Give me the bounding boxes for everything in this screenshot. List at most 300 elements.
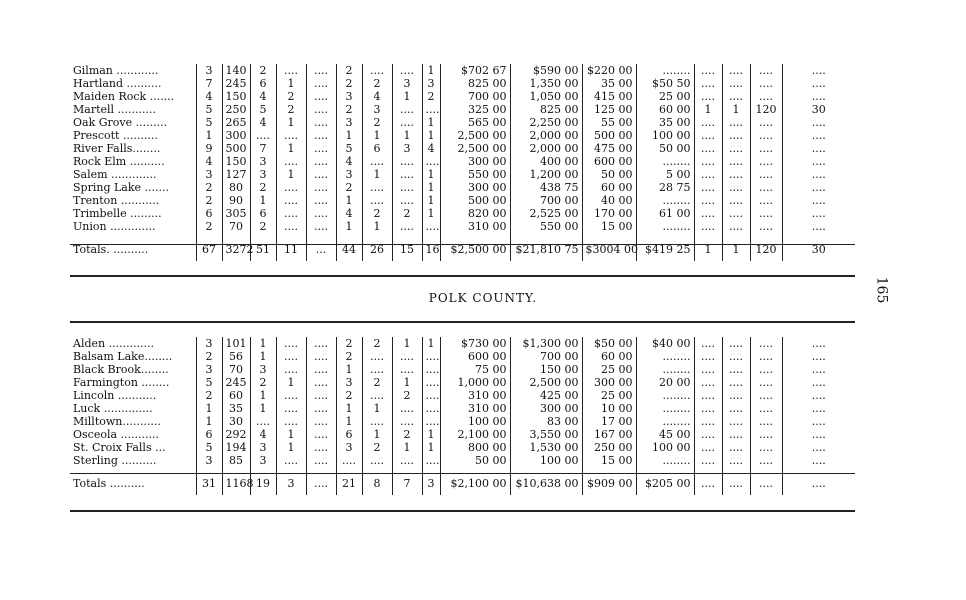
table-row (70, 350, 855, 363)
table-cell: .... (694, 428, 722, 441)
table-cell: 2 (392, 428, 422, 441)
table-cell: .... (811, 142, 826, 155)
table-cell: 5 00 (636, 168, 694, 181)
table-cell: 1,000 00 (440, 376, 510, 389)
table-cell: 120 (750, 103, 782, 116)
table-cell: .... (750, 181, 782, 194)
table-cell: 1 (276, 376, 306, 389)
table-cell: .... (750, 77, 782, 90)
table-cell: .... (694, 168, 722, 181)
table-cell: .... (362, 350, 392, 363)
table-cell: 1,050 00 (510, 90, 582, 103)
table-cell: .... (750, 415, 782, 428)
table-cell: 565 00 (440, 116, 510, 129)
table-cell: .... (811, 77, 826, 90)
table-cell: .... (306, 77, 336, 90)
table-cell: 1 (336, 194, 362, 207)
table-cell: .... (306, 220, 336, 233)
totals-label: Totals. .......... (70, 233, 196, 261)
table-cell: $10,638 00 (510, 467, 582, 495)
table-cell: 25 00 (582, 363, 636, 376)
table-cell: 1 (422, 441, 440, 454)
table-cell: 600 00 (440, 350, 510, 363)
table-cell: .... (750, 467, 782, 495)
table-cell: 300 00 (440, 181, 510, 194)
table-cell: $50 50 (636, 77, 694, 90)
table-row (70, 415, 855, 428)
table-cell: .... (336, 454, 362, 467)
table-cell: .... (306, 90, 336, 103)
table-cell: 300 00 (582, 376, 636, 389)
table-row (70, 77, 855, 90)
table-cell: 25 00 (636, 90, 694, 103)
table-cell: 500 00 (440, 194, 510, 207)
table-cell: .... (694, 454, 722, 467)
table-cell: $702 67 (440, 64, 510, 77)
table-row (70, 376, 855, 389)
table-cell: 2 (250, 220, 276, 233)
table-cell: .... (694, 194, 722, 207)
table-cell: .... (722, 90, 750, 103)
table-cell: .... (750, 389, 782, 402)
table-cell: .... (362, 454, 392, 467)
table-cell: .... (750, 155, 782, 168)
table-cell: $1,300 00 (510, 337, 582, 350)
table-cell: 2 (196, 220, 222, 233)
table-cell: .... (362, 363, 392, 376)
table-cell: 100 00 (510, 454, 582, 467)
table-cell: .... (750, 363, 782, 376)
table-cell: 500 00 (582, 129, 636, 142)
table-row (70, 90, 855, 103)
table-cell: .... (306, 363, 336, 376)
table-cell: .... (722, 207, 750, 220)
table-cell: 26 (362, 233, 392, 261)
table-cell: 3 (250, 441, 276, 454)
table-cell: 5 (196, 441, 222, 454)
table-cell: .... (811, 129, 826, 142)
table-cell: 250 00 (582, 441, 636, 454)
table-cell: 3 (336, 90, 362, 103)
table-cell: .... (422, 415, 440, 428)
table-cell: 60 00 (636, 103, 694, 116)
table-cell: .... (722, 129, 750, 142)
table-cell: .... (306, 155, 336, 168)
table-cell: .... (276, 207, 306, 220)
table-cell: 2 (336, 103, 362, 116)
table-cell: 70 (222, 363, 250, 376)
table-cell: 2 (362, 441, 392, 454)
table-cell: $3004 00 (582, 233, 636, 261)
table-cell: 6 (196, 428, 222, 441)
table-cell: .... (306, 207, 336, 220)
table-cell: 127 (222, 168, 250, 181)
table-cell: $2,100 00 (440, 467, 510, 495)
table-cell: .... (722, 415, 750, 428)
table-cell: 1 (694, 103, 722, 116)
table-cell: .... (392, 454, 422, 467)
table-cell: 1,200 00 (510, 168, 582, 181)
table-cell: .... (362, 194, 392, 207)
table-cell: 4 (250, 116, 276, 129)
town-name: Maiden Rock ....... (70, 90, 196, 103)
table-section-1 (70, 64, 855, 261)
table-cell: 4 (196, 90, 222, 103)
table-cell: 80 (222, 181, 250, 194)
table-cell: .... (811, 155, 826, 168)
table-cell: .... (306, 337, 336, 350)
totals-row (70, 233, 855, 261)
table-cell: 30 (811, 103, 826, 116)
table-cell: 1 (276, 168, 306, 181)
table-cell: .... (811, 64, 826, 77)
table-cell: .... (750, 64, 782, 77)
table-cell: 1 (362, 402, 392, 415)
table-cell: 1 (336, 129, 362, 142)
table-cell: .... (694, 77, 722, 90)
table-cell: 3 (392, 142, 422, 155)
table-cell: 1 (362, 168, 392, 181)
table-cell: .... (722, 155, 750, 168)
table-row (70, 428, 855, 441)
table-row (70, 116, 855, 129)
town-name: Sterling .......... (70, 454, 196, 467)
table-cell: .... (750, 90, 782, 103)
table-cell: .... (306, 194, 336, 207)
table-cell: .... (722, 441, 750, 454)
table-cell: .... (306, 454, 336, 467)
table-cell: 1 (276, 116, 306, 129)
table-cell: ........ (636, 454, 694, 467)
table-cell: .... (750, 402, 782, 415)
table-cell: 1 (336, 415, 362, 428)
table-cell: .... (422, 220, 440, 233)
town-name: Black Brook........ (70, 363, 196, 376)
table-cell: .... (306, 168, 336, 181)
table-cell: 56 (222, 350, 250, 363)
table-cell: 305 (222, 207, 250, 220)
table-cell: 2 (196, 389, 222, 402)
table-cell: 2,000 00 (510, 142, 582, 155)
table-cell: 2 (336, 64, 362, 77)
table-cell: 300 00 (510, 402, 582, 415)
table-cell: 825 00 (510, 103, 582, 116)
table-cell: 3 (276, 467, 306, 495)
table-cell: ........ (636, 415, 694, 428)
table-cell: 4 (250, 90, 276, 103)
table-cell: .... (392, 155, 422, 168)
table-row (70, 220, 855, 233)
table-cell: 20 00 (636, 376, 694, 389)
table-cell: 17 00 (582, 415, 636, 428)
table-cell: 2 (362, 337, 392, 350)
table-cell: 1 (722, 103, 750, 116)
table-cell: .... (750, 337, 782, 350)
town-name: Salem ............. (70, 168, 196, 181)
table-cell: 6 (336, 428, 362, 441)
table-cell: .... (811, 441, 826, 454)
table-cell: 438 75 (510, 181, 582, 194)
table-cell: 4 (196, 155, 222, 168)
table-cell: .... (276, 350, 306, 363)
table-cell: .... (694, 90, 722, 103)
table-cell: 2 (196, 194, 222, 207)
table-cell: .... (750, 116, 782, 129)
table-cell: 60 00 (582, 181, 636, 194)
table-cell: 5 (196, 376, 222, 389)
table-cell: 3 (196, 454, 222, 467)
table-cell: 140 (222, 64, 250, 77)
table-cell: 194 (222, 441, 250, 454)
table-cell: 1 (392, 376, 422, 389)
table-cell: .... (811, 194, 826, 207)
table-row (70, 168, 855, 181)
table-cell: 2 (362, 116, 392, 129)
town-name: Alden ............. (70, 337, 196, 350)
table-cell: 1 (250, 389, 276, 402)
table-cell: 1168 (222, 467, 250, 495)
table-cell: 6 (196, 207, 222, 220)
table-cell: .... (306, 350, 336, 363)
table-cell: 292 (222, 428, 250, 441)
table-cell: $50 00 (582, 337, 636, 350)
table-cell: .... (306, 142, 336, 155)
table-cell: 2 (250, 376, 276, 389)
table-cell: 7 (196, 77, 222, 90)
table-cell: .... (750, 428, 782, 441)
table-cell: 5 (250, 103, 276, 116)
table-row (70, 103, 855, 116)
table-cell: 4 (362, 90, 392, 103)
table-cell: 1 (250, 402, 276, 415)
table-cell: 2 (276, 103, 306, 116)
table-cell: 3 (196, 337, 222, 350)
table-cell: 700 00 (510, 350, 582, 363)
table-cell: .... (362, 64, 392, 77)
table-cell: ........ (636, 155, 694, 168)
table-cell: .... (694, 337, 722, 350)
table-cell: 10 00 (582, 402, 636, 415)
table-cell: 60 00 (582, 350, 636, 363)
table-cell: $2,500 00 (440, 233, 510, 261)
table-cell: 16 (422, 233, 440, 261)
table-row (70, 155, 855, 168)
table-cell: 125 00 (582, 103, 636, 116)
table-cell: 2 (250, 64, 276, 77)
table-cell: .... (276, 337, 306, 350)
table-cell: 3 (196, 363, 222, 376)
table-cell: .... (306, 428, 336, 441)
table-cell: .... (392, 350, 422, 363)
table-row (70, 337, 855, 350)
table-cell: 1 (196, 129, 222, 142)
table-cell: .... (306, 402, 336, 415)
table-cell: 245 (222, 376, 250, 389)
table-cell: $220 00 (582, 64, 636, 77)
table-cell: 3 (336, 116, 362, 129)
table-cell: 1 (250, 337, 276, 350)
table-cell: 9 (196, 142, 222, 155)
table-row (70, 363, 855, 376)
table-cell: .... (306, 116, 336, 129)
town-name: Trimbelle ......... (70, 207, 196, 220)
table-cell: .... (392, 103, 422, 116)
table-cell: 31 (196, 467, 222, 495)
table-row (70, 129, 855, 142)
table-cell: 1 (362, 220, 392, 233)
table-cell: 1 (722, 233, 750, 261)
table-cell: 310 00 (440, 220, 510, 233)
table-cell: 40 00 (582, 194, 636, 207)
table-cell: 2 (336, 389, 362, 402)
table-cell: .... (306, 64, 336, 77)
table-cell: 67 (196, 233, 222, 261)
table-cell: 3 (336, 441, 362, 454)
table-cell: 101 (222, 337, 250, 350)
table-cell: 170 00 (582, 207, 636, 220)
table-cell: 3,550 00 (510, 428, 582, 441)
table-cell: .... (392, 64, 422, 77)
table-cell: .... (811, 116, 826, 129)
table-cell: .... (362, 415, 392, 428)
town-name: River Falls........ (70, 142, 196, 155)
table-cell: 1 (362, 129, 392, 142)
table-cell: 2,500 00 (440, 129, 510, 142)
table-cell: 70 (222, 220, 250, 233)
table-cell: .... (694, 415, 722, 428)
table-cell: ........ (636, 350, 694, 363)
table-cell: .... (811, 415, 826, 428)
table-cell: .... (306, 103, 336, 116)
table-cell: .... (694, 64, 722, 77)
table-cell: .... (750, 207, 782, 220)
table-cell: .... (722, 467, 750, 495)
table-cell: .... (276, 402, 306, 415)
table-cell: 35 00 (636, 116, 694, 129)
table-top-rule (70, 321, 855, 323)
table-cell: .... (722, 181, 750, 194)
table-cell: 2,100 00 (440, 428, 510, 441)
table-cell: .... (811, 428, 826, 441)
table-cell: 1 (422, 194, 440, 207)
table-cell: 700 00 (510, 194, 582, 207)
table-cell: 3 (422, 467, 440, 495)
table-cell: ........ (636, 194, 694, 207)
table-cell: .... (392, 402, 422, 415)
table-cell: .... (422, 363, 440, 376)
table-cell: .... (422, 376, 440, 389)
table-cell: .... (811, 476, 826, 490)
table-cell: 2 (196, 181, 222, 194)
table-cell: 2 (196, 350, 222, 363)
table-cell: .... (392, 168, 422, 181)
table-cell: .... (694, 402, 722, 415)
table-cell: 2 (422, 90, 440, 103)
table-cell: .... (422, 389, 440, 402)
table-cell: .... (811, 402, 826, 415)
table-row (70, 441, 855, 454)
table-cell: 2 (336, 181, 362, 194)
table-cell: 1 (392, 129, 422, 142)
table-cell: .... (811, 207, 826, 220)
table-cell: 2 (362, 77, 392, 90)
table-cell: .... (722, 428, 750, 441)
table-cell: .... (811, 90, 826, 103)
table-cell: 1,530 00 (510, 441, 582, 454)
table-cell: .... (694, 129, 722, 142)
table-cell: 3 (250, 168, 276, 181)
table-cell: .... (694, 389, 722, 402)
table-cell: .... (811, 168, 826, 181)
table-cell: .... (694, 207, 722, 220)
table-cell: 1 (336, 220, 362, 233)
table-cell: .... (362, 181, 392, 194)
totals-row (70, 467, 855, 495)
table-cell: .... (811, 376, 826, 389)
table-cell: 1 (276, 142, 306, 155)
town-name: St. Croix Falls ... (70, 441, 196, 454)
table-body-1 (70, 64, 855, 261)
town-name: Balsam Lake........ (70, 350, 196, 363)
table-cell: 325 00 (440, 103, 510, 116)
table-cell: 1 (694, 233, 722, 261)
table-cell: 150 (222, 90, 250, 103)
table-cell: .... (750, 220, 782, 233)
table-cell: 1 (276, 77, 306, 90)
table-cell: .... (306, 441, 336, 454)
table-cell: 11 (276, 233, 306, 261)
table-cell: 30 (222, 415, 250, 428)
table-cell: 3 (392, 77, 422, 90)
table-cell: .... (306, 467, 336, 495)
town-name: Farmington ........ (70, 376, 196, 389)
table-cell: 120 (750, 233, 782, 261)
table-cell: 265 (222, 116, 250, 129)
table-cell: .... (694, 467, 722, 495)
table-cell: .... (392, 363, 422, 376)
table-cell: 15 (392, 233, 422, 261)
table-body-2 (70, 337, 855, 495)
table-cell: .... (750, 129, 782, 142)
table-cell: 2 (392, 389, 422, 402)
table-cell: 1 (196, 402, 222, 415)
table-cell: ........ (636, 64, 694, 77)
table-cell: .... (392, 220, 422, 233)
table-cell: .... (722, 142, 750, 155)
table-cell: .... (276, 415, 306, 428)
table-cell: .... (276, 194, 306, 207)
table-cell: 1 (250, 194, 276, 207)
table-cell: 75 00 (440, 363, 510, 376)
table-cell: 55 00 (582, 116, 636, 129)
table-cell: 1 (196, 415, 222, 428)
town-name: Spring Lake ....... (70, 181, 196, 194)
table-cell: .... (422, 103, 440, 116)
table-cell: 1 (422, 181, 440, 194)
table-cell: .... (722, 402, 750, 415)
town-name: Rock Elm .......... (70, 155, 196, 168)
table-cell: 415 00 (582, 90, 636, 103)
table-row (70, 207, 855, 220)
table-bottom-rule (70, 275, 855, 277)
table-cell: 1 (422, 168, 440, 181)
town-name: Union ............. (70, 220, 196, 233)
table-row (70, 64, 855, 77)
table-cell: .... (250, 415, 276, 428)
table-cell: .... (362, 155, 392, 168)
table-cell: 2 (336, 77, 362, 90)
table-cell: .... (722, 376, 750, 389)
